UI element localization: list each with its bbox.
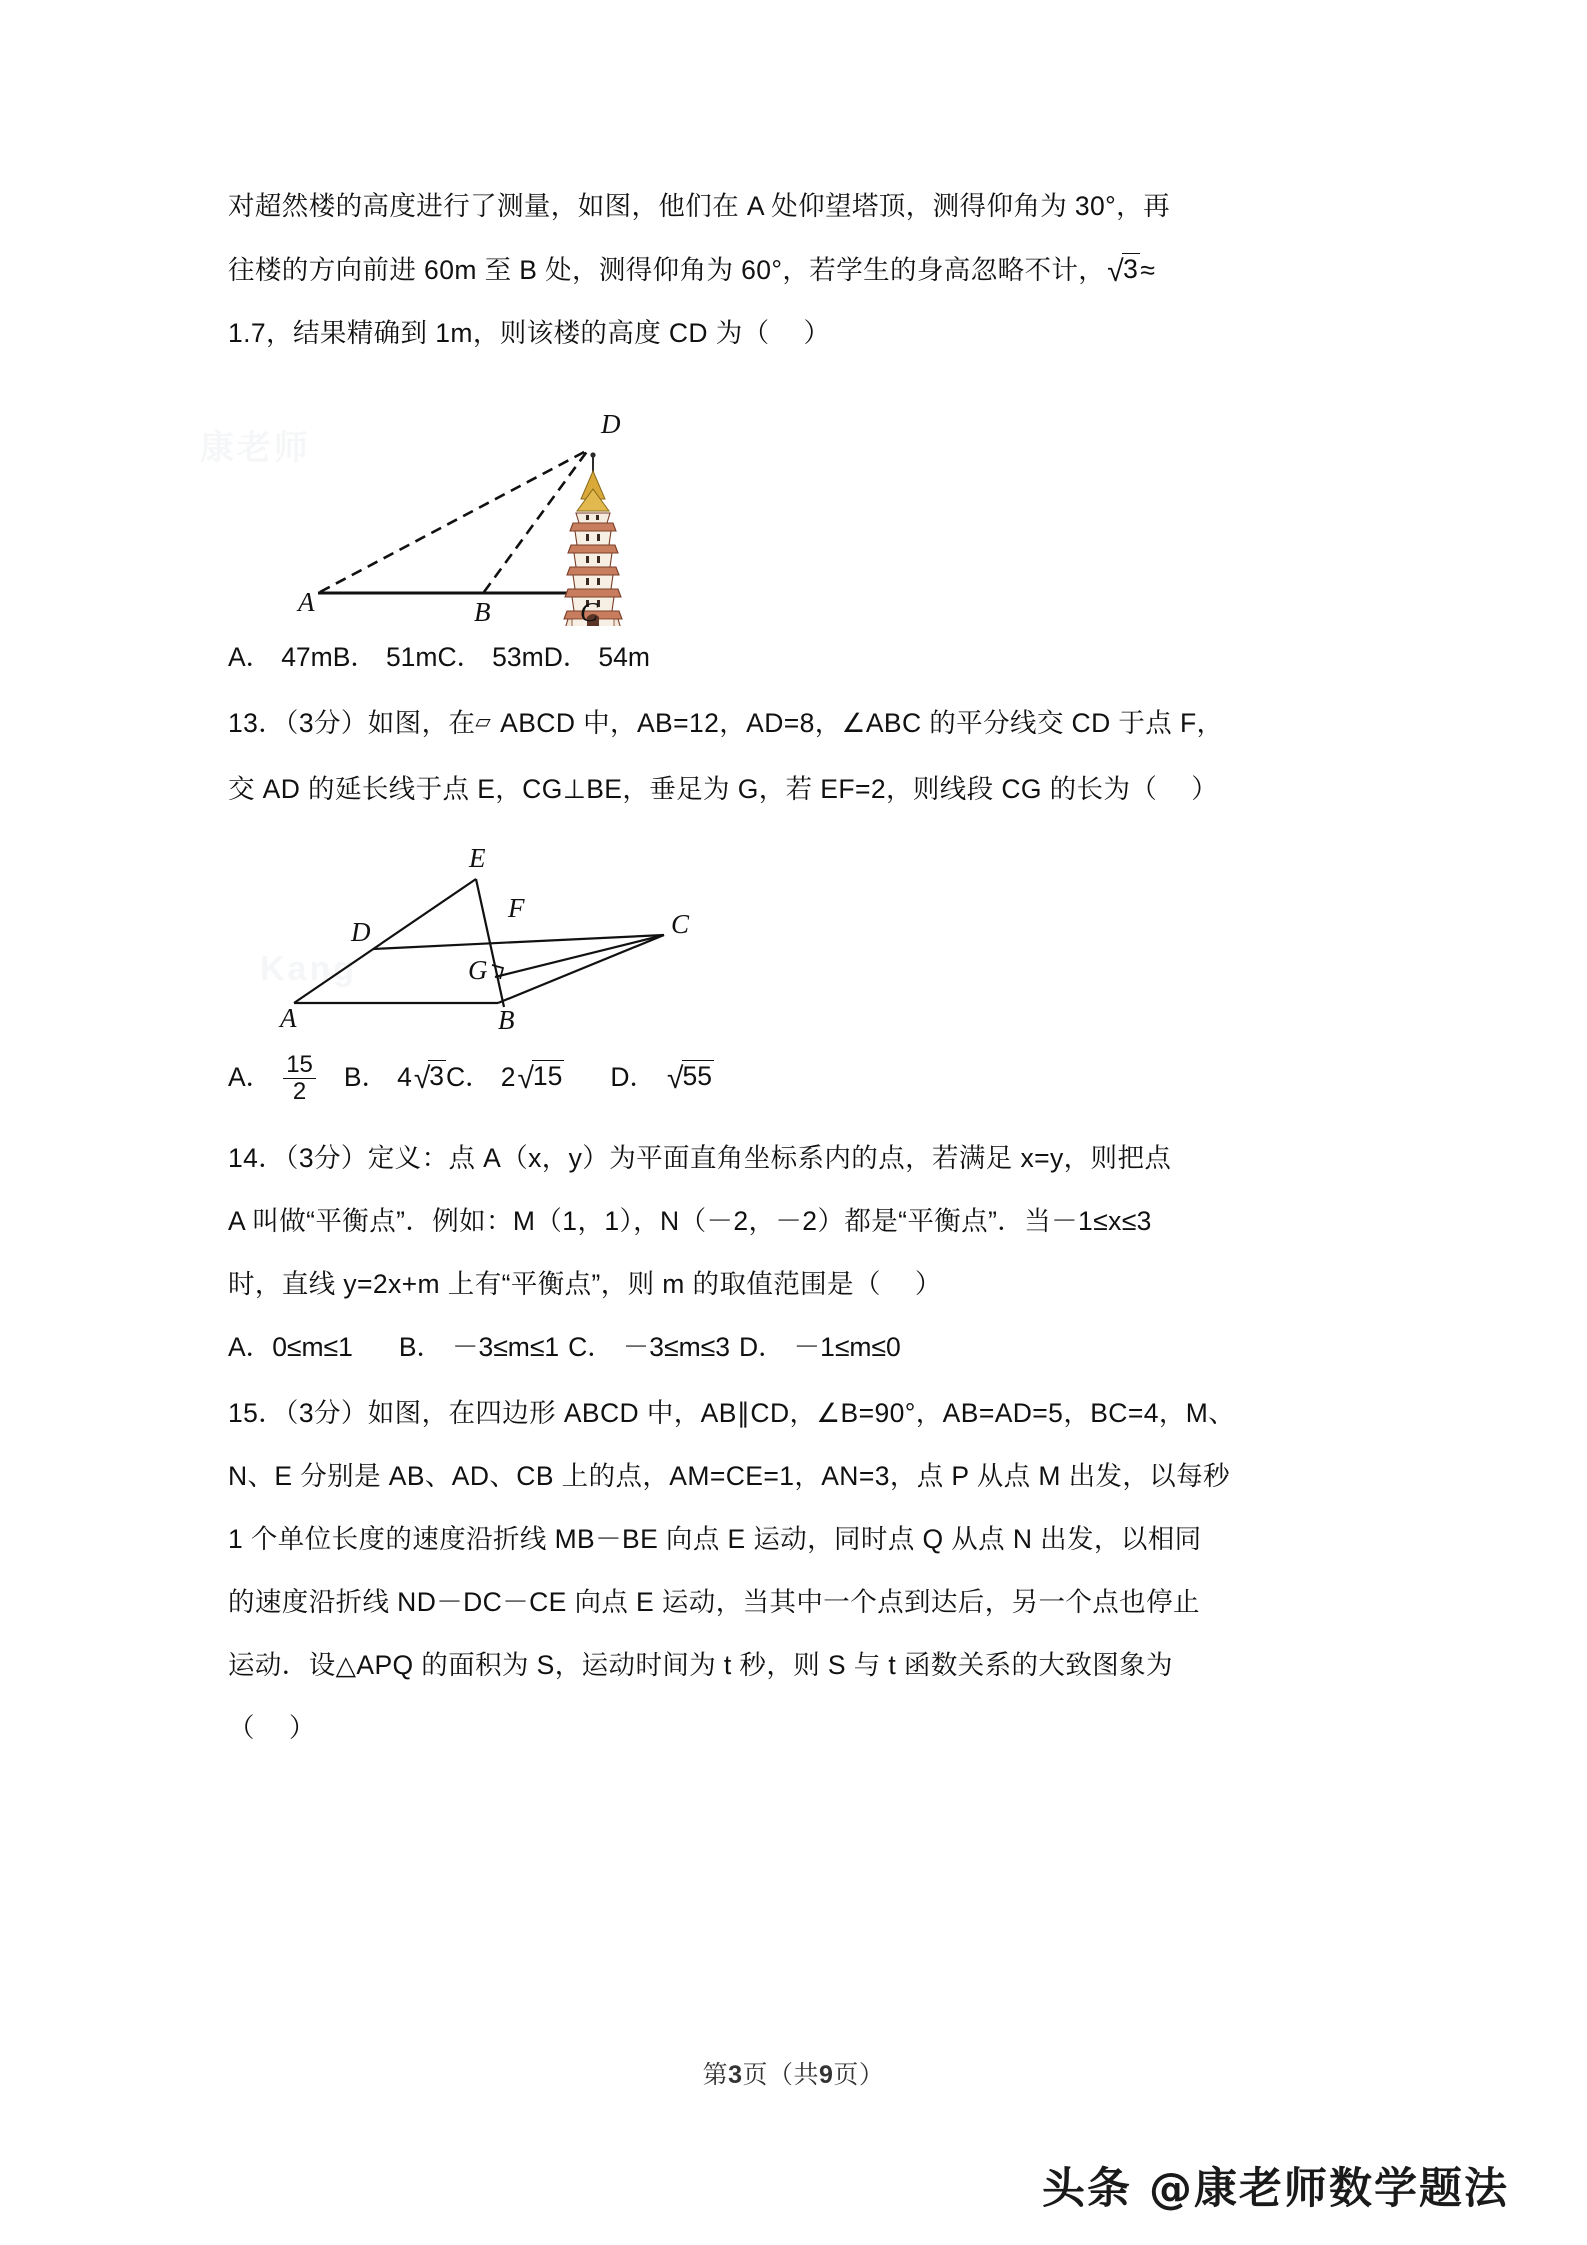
figure-q13-label-C: C — [671, 909, 690, 939]
q13-option-c-radical[interactable] — [515, 1031, 564, 1123]
q14-option-b-key[interactable]: B． — [398, 1332, 444, 1362]
figure-q12-tower-diagram — [276, 371, 696, 626]
q13-line-2-text: 交 AD 的延长线于点 E，CG⊥BE，垂足为 G，若 EF=2，则线段 CG 的长为（ — [228, 774, 1158, 804]
ghost-watermark: Kang — [260, 950, 357, 988]
q13-line-2-close: ） — [1191, 774, 1219, 804]
q13-number: 13．（3分） — [228, 708, 368, 738]
radicand: 15 — [532, 1061, 563, 1091]
footer-suffix: 页） — [833, 2061, 885, 2089]
figure-q13-label-E: E — [469, 843, 486, 873]
q14-options — [228, 1316, 1358, 1378]
q14-option-a-value[interactable]: 0≤m≤1 — [272, 1332, 353, 1362]
q14-option-d-key[interactable]: D． — [738, 1332, 785, 1362]
fraction-numerator: 15 — [286, 1051, 313, 1079]
figure-q13-label-D: D — [351, 917, 371, 947]
fraction-denominator: 2 — [283, 1078, 316, 1104]
radical-sign-icon: √ — [413, 1062, 431, 1095]
q14-option-c-value[interactable]: －3≤m≤3 — [622, 1332, 730, 1362]
radical-sign-icon: √ — [667, 1062, 684, 1095]
q15-line-2: N、E 分别是 AB、AD、CB 上的点，AM=CE=1，AN=3，点 P 从点 M 出发，以每秒 — [228, 1461, 1230, 1491]
q12-line-1: 对超然楼的高度进行了测量，如图，他们在 A 处仰望塔顶，测得仰角为 30°，再 — [228, 191, 1170, 221]
figure-q12-label-B: B — [474, 597, 491, 627]
footer-prefix: 第 — [702, 2061, 729, 2089]
q15-line-5: 运动．设△APQ 的面积为 S，运动时间为 t 秒，则 S 与 t 函数关系的大致图象为 — [228, 1650, 1173, 1680]
question-12 — [228, 175, 1358, 688]
figure-q13-label-G: G — [468, 955, 488, 985]
figure-q13-parallelogram-diagram — [276, 831, 716, 1035]
question-14 — [228, 1127, 1358, 1378]
q13-line-1-a: 如图，在 — [367, 708, 476, 738]
q12-option-c-value[interactable]: 53m — [492, 642, 544, 672]
q12-line-3-text: 1.7，结果精确到 1m，则该楼的高度 CD 为（ — [228, 318, 770, 348]
figure-q12-label-D: D — [601, 409, 621, 439]
figure-q12-label-C: C — [580, 597, 599, 627]
q14-line-1 — [228, 1127, 1358, 1190]
q13-options — [228, 1031, 1358, 1123]
q14-option-d-value[interactable]: －1≤m≤0 — [793, 1332, 901, 1362]
q12-option-d-value[interactable]: 54m — [598, 642, 650, 672]
question-13 — [228, 692, 1358, 1123]
figure-q13-label-F: F — [508, 893, 525, 923]
q14-option-c-key[interactable]: C． — [568, 1332, 614, 1362]
q15-line-6-open: （ — [228, 1713, 255, 1743]
q14-line-2: A 叫做“平衡点”．例如：M（1，1），N（－2，－2）都是“平衡点”．当－1≤x≤3 — [228, 1206, 1152, 1236]
figure-q13-label-A: A — [280, 1003, 297, 1033]
q13-option-d-radical[interactable] — [665, 1031, 714, 1123]
q15-line-6-close: ） — [288, 1713, 316, 1743]
figure-q12-svg — [276, 371, 696, 626]
q13-option-c-key[interactable]: C． — [446, 1062, 492, 1092]
q12-line-3 — [228, 302, 1358, 365]
ghost-watermark: 康老师 — [200, 429, 311, 467]
q12-line-2-text-b: ≈ — [1140, 255, 1156, 285]
radicand: 3 — [429, 1061, 445, 1091]
q12-line-2-text-a: 往楼的方向前进 60m 至 B 处，测得仰角为 60°，若学生的身高忽略不计， — [228, 255, 1106, 285]
q15-line-6 — [228, 1697, 1358, 1760]
q14-line-3-close: ） — [914, 1269, 942, 1299]
q12-line-2 — [228, 238, 1358, 302]
radical-sign-icon: √ — [517, 1062, 534, 1095]
q14-line-1-text: 定义：点 A（x，y）为平面直角坐标系内的点，若满足 x=y，则把点 — [367, 1143, 1172, 1173]
q12-option-d-key[interactable]: D． — [543, 642, 590, 672]
q14-line-3 — [228, 1253, 1358, 1316]
q13-option-b-radical[interactable] — [412, 1031, 446, 1123]
q14-option-b-value[interactable]: －3≤m≤1 — [452, 1332, 560, 1362]
question-15 — [228, 1382, 1358, 1760]
figure-q12-label-A: A — [298, 587, 315, 617]
footer-total-pages: 9 — [819, 2061, 834, 2089]
q13-option-d-key[interactable]: D． — [610, 1062, 657, 1092]
q15-line-1 — [228, 1382, 1358, 1445]
q13-option-c-coef: 2 — [500, 1062, 516, 1092]
q14-option-a-key[interactable]: A． — [228, 1332, 273, 1362]
q12-option-a-value[interactable]: 47m — [281, 642, 333, 672]
q15-line-3: 1 个单位长度的速度沿折线 MB－BE 向点 E 运动，同时点 Q 从点 N 出发，以相同 — [228, 1524, 1202, 1554]
radicand: 55 — [682, 1061, 712, 1091]
footer-mid: 页（共 — [742, 2061, 819, 2089]
q12-option-c-key[interactable]: C． — [437, 642, 484, 672]
q12-line-3-close: ） — [803, 318, 831, 348]
radical-sign-icon: √ — [1107, 255, 1125, 288]
sqrt-3-expression — [1105, 238, 1140, 302]
q13-option-a-fraction[interactable] — [283, 1052, 316, 1103]
watermark-logo: 头条 @康老师数学题法 — [1042, 2164, 1509, 2214]
page-footer — [0, 2055, 1587, 2091]
footer-page-number: 3 — [728, 2061, 743, 2089]
q12-options — [228, 626, 1358, 688]
q14-number: 14．（3分） — [228, 1143, 368, 1173]
q15-number: 15．（3分） — [228, 1398, 368, 1428]
sight-line-AD — [320, 450, 588, 592]
q14-line-3-text: 时，直线 y=2x+m 上有“平衡点”，则 m 的取值范围是（ — [228, 1269, 881, 1299]
page-content — [228, 175, 1358, 1764]
q12-option-b-value[interactable]: 51m — [385, 642, 438, 672]
q12-option-a-key[interactable]: A． — [228, 642, 273, 672]
figure-q13-label-B: B — [498, 1005, 515, 1035]
q13-line-1 — [228, 692, 1358, 758]
q15-line-4: 的速度沿折线 ND－DC－CE 向点 E 运动，当其中一个点到达后，另一个点也停止 — [228, 1587, 1200, 1617]
q13-line-1-b: ABCD 中，AB=12，AD=8，∠ABC 的平分线交 CD 于点 F， — [500, 708, 1224, 738]
figure-q13-svg — [276, 831, 716, 1031]
q12-option-b-key[interactable]: B． — [332, 642, 377, 672]
parallelogram-symbol-icon: ▱ — [475, 711, 492, 733]
segment-AE — [294, 879, 476, 1003]
q15-line-1-text: 如图，在四边形 ABCD 中，AB∥CD，∠B=90°，AB=AD=5，BC=4，M、 — [367, 1398, 1236, 1428]
q13-option-a-key[interactable]: A． — [228, 1062, 273, 1092]
radicand: 3 — [1123, 254, 1139, 284]
q13-option-b-key[interactable]: B． — [343, 1062, 389, 1092]
q13-option-b-coef: 4 — [397, 1062, 412, 1092]
q13-line-2 — [228, 758, 1358, 821]
